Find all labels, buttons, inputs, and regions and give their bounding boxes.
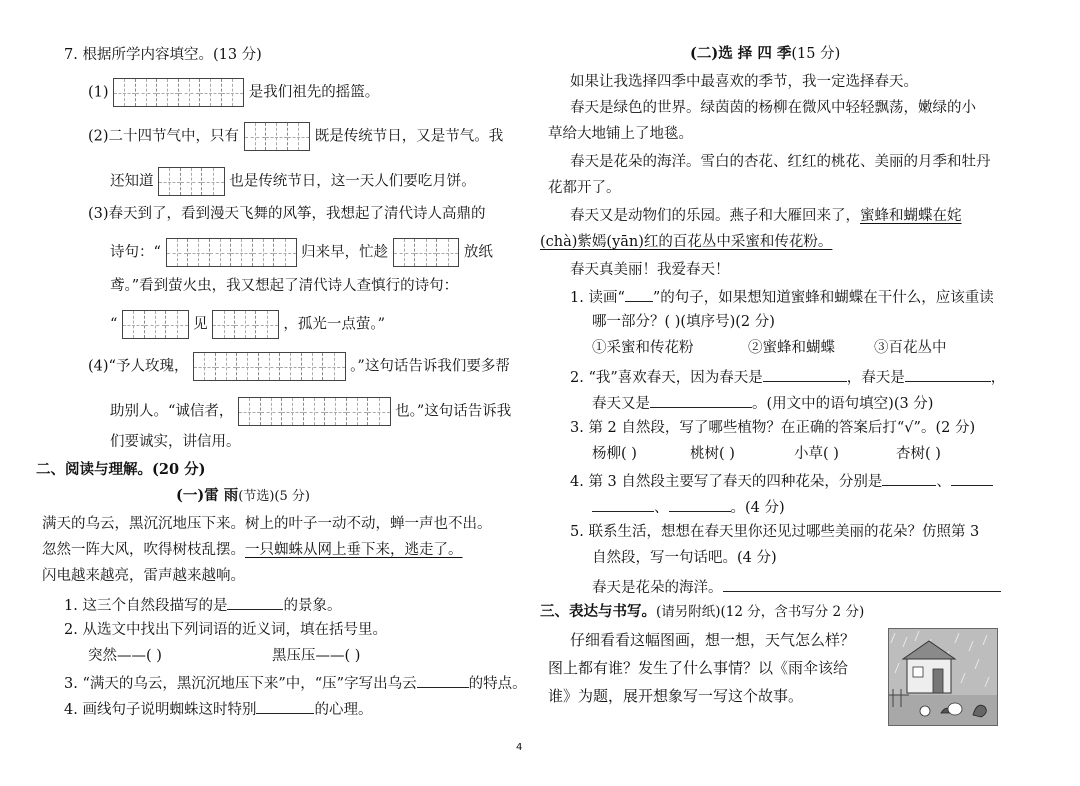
reading2-q5-line1: 5. 联系生活，想想在春天里你还见过哪些美丽的花朵？仿照第 3 bbox=[570, 524, 980, 540]
reading2-q1-option1: ①采蜜和传花粉 bbox=[592, 340, 694, 356]
reading2-q3-option3: 小草( ) bbox=[794, 446, 839, 462]
reading2-q1-line1: 1. 读画“ ”的句子，如果想知道蜜蜂和蝴蝶在干什么，应该重读 bbox=[570, 286, 994, 308]
answer-grid[interactable] bbox=[166, 238, 297, 267]
answer-grid[interactable] bbox=[238, 397, 391, 426]
underlined-sentence: (chà)紫嫣(yān)红的百花丛中采蜜和传花粉。 bbox=[540, 234, 833, 250]
answer-blank[interactable] bbox=[669, 496, 731, 512]
reading2-para4-line1: 春天又是动物们的乐园。燕子和大雁回来了，蜜蜂和蝴蝶在姹 bbox=[570, 208, 962, 224]
reading2-para3-line1: 春天是花朵的海洋。雪白的杏花、红红的桃花、美丽的月季和牡丹 bbox=[570, 154, 991, 170]
reading1-q4: 4. 画线句子说明蜘蛛这时特别 的心理。 bbox=[64, 698, 372, 720]
reading2-para3-line2: 花都开了。 bbox=[548, 180, 621, 196]
reading1-para3: 闪电越来越亮，雷声越来越响。 bbox=[42, 568, 245, 584]
answer-blank[interactable] bbox=[951, 470, 993, 486]
reading2-q5-line2: 自然段，写一句话吧。(4 分) bbox=[592, 550, 777, 566]
q7-part1: (1) 是我们祖先的摇篮。 bbox=[88, 78, 379, 107]
answer-blank[interactable] bbox=[763, 366, 847, 382]
answer-grid[interactable] bbox=[193, 352, 346, 381]
reading2-para4-line2 bbox=[540, 232, 832, 252]
reading1-q2-word2: 黑压压——( ) bbox=[272, 648, 361, 664]
reading1-para2: 忽然一阵大风，吹得树枝乱摆。一只蜘蛛从网上垂下来，逃走了。 bbox=[42, 542, 463, 558]
page-number: 4 bbox=[516, 742, 523, 753]
q7-part2-line2: 还知道 也是传统节日，这一天人们要吃月饼。 bbox=[110, 167, 476, 196]
reading2-para5: 春天真美丽！我爱春天！ bbox=[570, 262, 730, 278]
answer-blank[interactable] bbox=[417, 672, 469, 688]
reading2-para2-line2: 草给大地铺上了地毯。 bbox=[548, 126, 693, 142]
q7-part4-line1: (4)“予人玫瑰， 。”这句话告诉我们要多帮 bbox=[88, 352, 510, 381]
section3-line1: 仔细看看这幅图画，想一想，天气怎么样？ bbox=[570, 631, 856, 649]
q7-part3-line4: “ 见 ，孤光一点萤。” bbox=[110, 310, 385, 339]
reading2-q4-line1: 4. 第 3 自然段主要写了春天的四种花朵，分别是 、 bbox=[570, 470, 993, 492]
reading2-q1-option2: ②蜜蜂和蝴蝶 bbox=[748, 340, 835, 356]
reading2-q5-line3: 春天是花朵的海洋。 bbox=[592, 576, 1001, 598]
answer-grid[interactable] bbox=[244, 122, 311, 151]
reading2-title: (二)选 择 四 季(15 分) bbox=[690, 45, 841, 62]
reading1-q2-word1: 突然——( ) bbox=[88, 648, 162, 664]
q7-part3-line1: (3)春天到了，看到漫天飞舞的风筝，我想起了清代诗人高鼎的 bbox=[88, 206, 486, 222]
answer-blank[interactable] bbox=[592, 496, 654, 512]
q7-part2-line1: (2)二十四节气中，只有 既是传统节日，又是节气。我 bbox=[88, 122, 503, 151]
answer-grid[interactable] bbox=[158, 167, 225, 196]
q7-part4-line2: 助别人。“诚信者， 也。”这句话告诉我 bbox=[110, 397, 511, 426]
answer-blank[interactable] bbox=[905, 366, 991, 382]
reading2-q2-line1: 2. “我”喜欢春天，因为春天是 ，春天是 ， bbox=[570, 366, 1005, 388]
answer-blank[interactable] bbox=[723, 576, 1001, 592]
rain-scene-image bbox=[889, 629, 997, 725]
reading1-title: (一)雷 雨(节选)(5 分) bbox=[176, 487, 310, 504]
reading2-q3-option1: 杨柳( ) bbox=[592, 446, 637, 462]
q7-part4-line3: 们要诚实，讲信用。 bbox=[110, 434, 241, 450]
underlined-sentence: 蜜蜂和蝴蝶在姹 bbox=[860, 208, 962, 224]
reading2-q3-option4: 杏树( ) bbox=[896, 446, 941, 462]
q7-title: 7. 根据所学内容填空。(13 分) bbox=[64, 47, 262, 63]
reading1-q3: 3. “满天的乌云，黑沉沉地压下来”中，“压”字写出乌云 的特点。 bbox=[64, 672, 527, 694]
section2-title: 二、阅读与理解。(20 分) bbox=[36, 461, 206, 478]
answer-blank[interactable] bbox=[882, 470, 936, 486]
q7-part3-line2: 诗句：“ 归来早，忙趁 放纸 bbox=[110, 238, 493, 267]
answer-grid[interactable] bbox=[212, 310, 279, 339]
underlined-sentence: 一只蜘蛛从网上垂下来，逃走了。 bbox=[245, 542, 463, 558]
rain-scene-illustration bbox=[888, 628, 998, 726]
reading2-q3-option2: 桃树( ) bbox=[690, 446, 735, 462]
reading2-para2-line1: 春天是绿色的世界。绿茵茵的杨柳在微风中轻轻飘荡，嫩绿的小 bbox=[570, 100, 976, 116]
reading2-q1-line2: 哪一部分？( )(填序号)(2 分) bbox=[592, 314, 775, 330]
reading1-q1: 1. 这三个自然段描写的是 的景象。 bbox=[64, 594, 341, 616]
reading1-para1: 满天的乌云，黑沉沉地压下来。树上的叶子一动不动，蝉一声也不出。 bbox=[42, 516, 492, 532]
section3-title: 三、表达与书写。(请另附纸)(12 分，含书写分 2 分) bbox=[540, 603, 865, 620]
line-sample bbox=[625, 286, 653, 302]
reading2-q2-line2: 春天又是 。(用文中的语句填空)(3 分) bbox=[592, 392, 933, 414]
reading2-q3: 3. 第 2 自然段，写了哪些植物？在正确的答案后打“√”。(2 分) bbox=[570, 420, 976, 436]
answer-blank[interactable] bbox=[650, 392, 752, 408]
section3-line2: 图上都有谁？发生了什么事情？以《雨伞该给 bbox=[548, 659, 849, 677]
section3-line3: 谁》为题，展开想象写一写这个故事。 bbox=[548, 687, 804, 705]
answer-grid[interactable] bbox=[122, 310, 189, 339]
reading1-q2: 2. 从选文中找出下列词语的近义词，填在括号里。 bbox=[64, 622, 387, 638]
reading2-para1: 如果让我选择四季中最喜欢的季节，我一定选择春天。 bbox=[570, 74, 918, 90]
reading2-q1-option3: ③百花丛中 bbox=[874, 340, 947, 356]
answer-blank[interactable] bbox=[227, 594, 283, 610]
answer-grid[interactable] bbox=[113, 78, 244, 107]
answer-grid[interactable] bbox=[393, 238, 460, 267]
answer-blank[interactable] bbox=[256, 698, 314, 714]
q7-part3-line3: 鸢。”看到萤火虫，我又想起了清代诗人查慎行的诗句： bbox=[110, 278, 459, 294]
reading2-q4-line2: 、 。(4 分) bbox=[592, 496, 785, 518]
